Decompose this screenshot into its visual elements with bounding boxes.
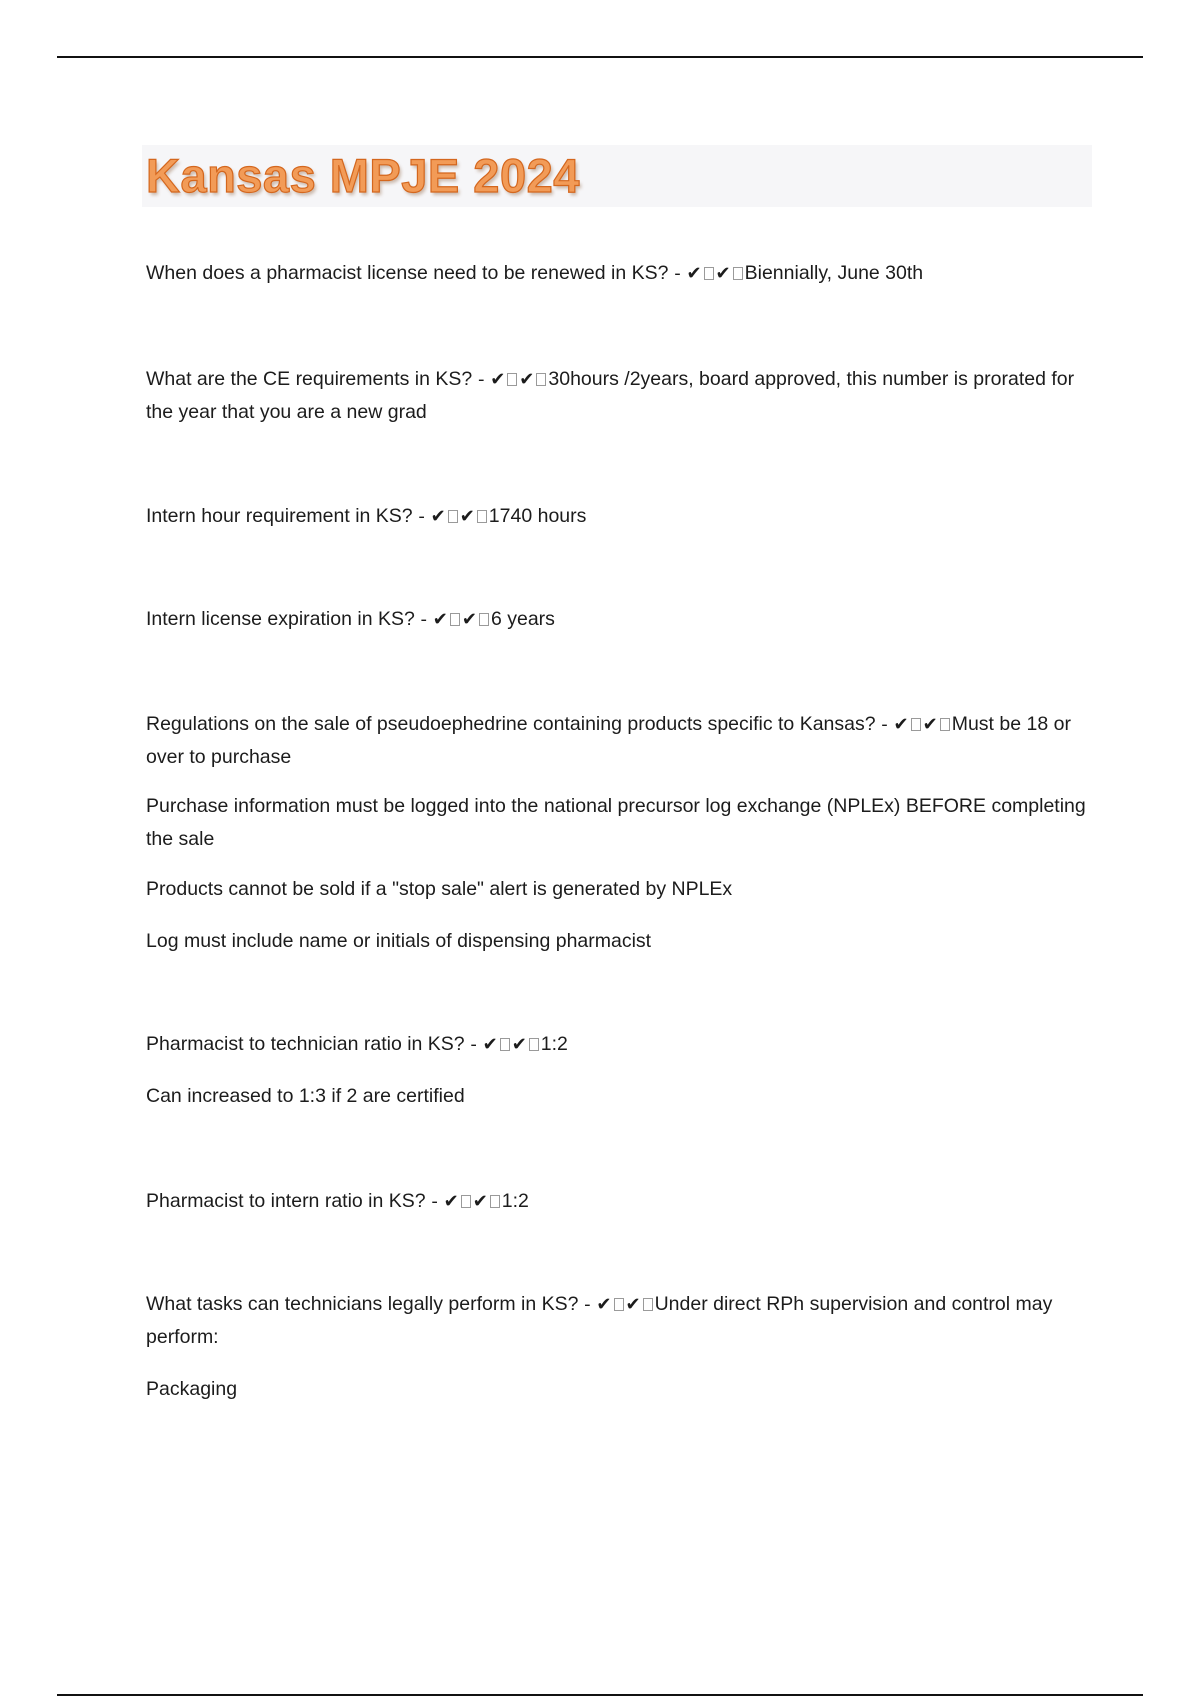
separator: -	[875, 714, 894, 735]
answer-text: 1:2	[540, 1033, 568, 1055]
box-glyph-icon	[490, 1195, 500, 1208]
separator: -	[425, 1191, 444, 1212]
box-glyph-icon	[507, 373, 517, 386]
answer-text: Biennially, June 30th	[744, 262, 924, 284]
question-text: What are the CE requirements in KS?	[146, 368, 473, 390]
box-glyph-icon	[450, 613, 460, 626]
top-rule	[57, 56, 1143, 58]
box-glyph-icon	[911, 718, 921, 731]
answer-continuation: Products cannot be sold if a "stop sale" alert is generated by NPLEx	[146, 878, 733, 900]
question-text: Regulations on the sale of pseudoephedrine containing products specific to Kansas?	[146, 713, 876, 735]
qa-question-answer	[146, 257, 1086, 290]
check-icon: ✔	[625, 1294, 641, 1315]
separator: -	[668, 263, 687, 284]
question-text: Pharmacist to intern ratio in KS?	[146, 1190, 426, 1212]
answer-continuation: Packaging	[146, 1378, 238, 1400]
check-icon: ✔	[443, 1191, 459, 1212]
qa-question-answer	[146, 363, 1086, 429]
question-text: Intern hour requirement in KS?	[146, 505, 413, 527]
separator: -	[414, 609, 433, 630]
answer-continuation: Purchase information must be logged into the national precursor log exchange (NPLEx) BEFORE completing the sale	[146, 795, 1086, 850]
separator: -	[472, 369, 491, 390]
box-glyph-icon	[529, 1038, 539, 1051]
document-title: Kansas MPJE 2024	[146, 149, 580, 202]
answer-text: Under direct RPh supervision and control may perform:	[146, 1293, 1053, 1348]
check-icon: ✔	[596, 1294, 612, 1315]
qa-question-answer	[146, 1028, 1086, 1061]
box-glyph-icon	[733, 267, 743, 280]
box-glyph-icon	[448, 510, 458, 523]
box-glyph-icon	[461, 1195, 471, 1208]
answer-text: 6 years	[490, 608, 555, 630]
qa-question-answer	[146, 708, 1086, 774]
box-glyph-icon	[477, 510, 487, 523]
separator: -	[578, 1294, 597, 1315]
check-icon: ✔	[511, 1034, 527, 1055]
qa-question-answer	[146, 1288, 1086, 1354]
check-icon: ✔	[430, 506, 446, 527]
check-icon: ✔	[686, 263, 702, 284]
check-icon: ✔	[432, 609, 448, 630]
answer-text: 1:2	[501, 1190, 529, 1212]
separator: -	[412, 506, 431, 527]
check-icon: ✔	[482, 1034, 498, 1055]
answer-text: 30hours /2years, board approved, this number is prorated for the year that you are a new grad	[146, 368, 1075, 423]
check-icon: ✔	[922, 714, 938, 735]
qa-question-answer	[146, 1185, 1086, 1218]
question-text: When does a pharmacist license need to be renewed in KS?	[146, 262, 669, 284]
answer-text: Must be 18 or over to purchase	[146, 713, 1071, 768]
box-glyph-icon	[614, 1298, 624, 1311]
check-icon: ✔	[461, 609, 477, 630]
box-glyph-icon	[940, 718, 950, 731]
check-icon: ✔	[490, 369, 506, 390]
bottom-rule	[57, 1694, 1143, 1696]
check-icon: ✔	[472, 1191, 488, 1212]
box-glyph-icon	[479, 613, 489, 626]
question-text: What tasks can technicians legally perform in KS?	[146, 1293, 579, 1315]
box-glyph-icon	[536, 373, 546, 386]
question-text: Pharmacist to technician ratio in KS?	[146, 1033, 465, 1055]
question-text: Intern license expiration in KS?	[146, 608, 415, 630]
answer-continuation: Can increased to 1:3 if 2 are certified	[146, 1085, 465, 1107]
check-icon: ✔	[893, 714, 909, 735]
box-glyph-icon	[643, 1298, 653, 1311]
check-icon: ✔	[715, 263, 731, 284]
check-icon: ✔	[519, 369, 535, 390]
box-glyph-icon	[704, 267, 714, 280]
separator: -	[464, 1034, 483, 1055]
box-glyph-icon	[500, 1038, 510, 1051]
answer-continuation: Log must include name or initials of dispensing pharmacist	[146, 930, 652, 952]
qa-question-answer	[146, 500, 1086, 533]
check-icon: ✔	[459, 506, 475, 527]
qa-question-answer	[146, 603, 1086, 636]
answer-text: 1740 hours	[488, 505, 587, 527]
